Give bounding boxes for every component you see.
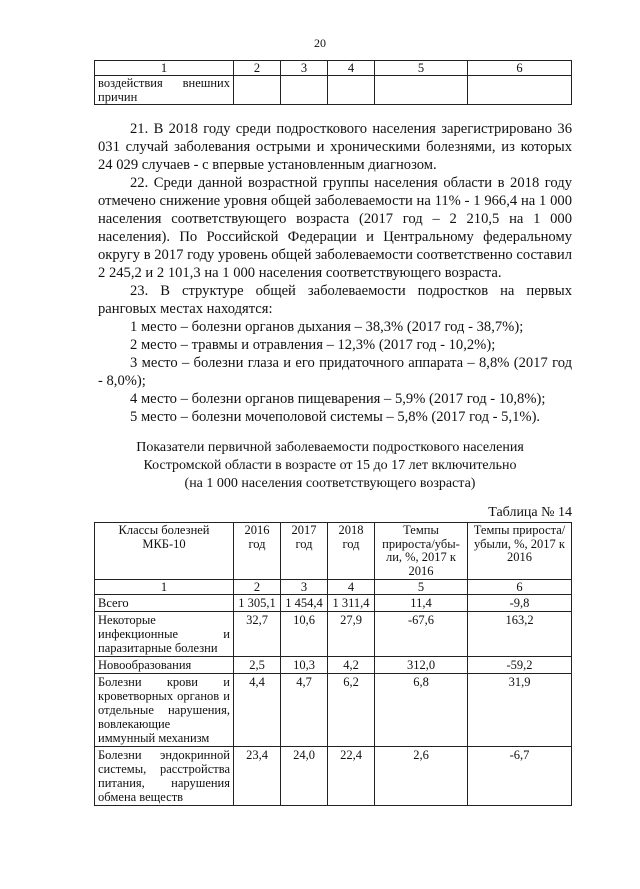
table-cell: 10,6	[281, 612, 328, 657]
table-cell: 5	[375, 580, 468, 595]
table-cell: -9,8	[468, 595, 572, 612]
table-cell: 27,9	[328, 612, 375, 657]
rank-item: 4 место – болезни органов пищеварения – 5,9% (2017 год - 10,8%);	[130, 391, 546, 407]
table-cell: 1 311,4	[328, 595, 375, 612]
row-line: причин	[98, 90, 138, 104]
table-cell: 2,5	[234, 657, 281, 674]
continuation-table	[94, 60, 572, 105]
table-cell: 4	[328, 61, 375, 76]
table-cell: 24,0	[281, 747, 328, 806]
table-row	[95, 674, 572, 747]
table-cell: 4,2	[328, 657, 375, 674]
table-cell: 163,2	[468, 612, 572, 657]
header-cell: Темпы прироста/убы-ли, %, 2017 к 2016	[375, 523, 468, 580]
table-cell: 6,8	[375, 674, 468, 747]
table-cell: 2	[234, 61, 281, 76]
table-cell: 1	[95, 580, 234, 595]
table-cell: 312,0	[375, 657, 468, 674]
table-cell: 4,4	[234, 674, 281, 747]
table-number: Таблица № 14	[488, 505, 572, 520]
paragraph-22: 22. Среди данной возрастной группы населения области в 2018 году отмечено снижение уровня общей заболеваемости на 11% - 1 966,4 на 1 000 населения соответствующего возраста (2017 год – 2 210,5 на 1 000 населения). По Российской Федерации и Центральному федеральному округу в 2017 году уровень общей заболеваемости соответственно составил 2 245,2 и 2 101,3 на 1 000 населения соответствующего возраста.	[98, 175, 572, 281]
table-cell: 6,2	[328, 674, 375, 747]
table-cell: 3	[281, 61, 328, 76]
rank-item: 1 место – болезни органов дыхания – 38,3% (2017 год - 38,7%);	[130, 319, 524, 335]
rank-item: 2 место – травмы и отравления – 12,3% (2017 год - 10,2%);	[130, 337, 496, 353]
table-cell	[234, 76, 281, 105]
table-cell: -67,6	[375, 612, 468, 657]
table-cell: 22,4	[328, 747, 375, 806]
header-cell: 2017 год	[281, 523, 328, 580]
table-header-row	[95, 523, 572, 580]
rank-item: 3 место – болезни глаза и его придаточного аппарата – 8,8% (2017 год - 8,0%);	[98, 355, 572, 389]
table-title-line: Показатели первичной заболеваемости подросткового населения	[136, 440, 524, 455]
table-title-line: (на 1 000 населения соответствующего возраста)	[184, 476, 476, 491]
table-cell: 11,4	[375, 595, 468, 612]
index-row	[95, 580, 572, 595]
table-cell: 1 305,1	[234, 595, 281, 612]
table-cell: 4	[328, 580, 375, 595]
table-cell: 10,3	[281, 657, 328, 674]
table-title-line: Костромской области в возрасте от 15 до 17 лет включительно	[143, 458, 517, 473]
header-cell: Темпы прироста/убыли, %, 2017 к 2016	[468, 523, 572, 580]
table-cell	[328, 76, 375, 105]
page-number: 20	[314, 36, 326, 50]
table-cell: Некоторые инфекционные и паразитарные болезни	[95, 612, 234, 657]
header-cell: Классы болезней МКБ-10	[95, 523, 234, 580]
table-row	[95, 76, 572, 105]
morbidity-table	[94, 522, 572, 806]
paragraph-21: 21. В 2018 году среди подросткового населения зарегистрировано 36 031 случай заболевания острыми и хроническими болезнями, из которых 24 029 случаев - с впервые установленным диагнозом.	[98, 121, 572, 173]
table-cell: Всего	[95, 595, 234, 612]
row-line: воздействия внешних	[98, 76, 230, 90]
table-cell: 23,4	[234, 747, 281, 806]
table-cell	[468, 76, 572, 105]
table-cell: 32,7	[234, 612, 281, 657]
paragraph-23: 23. В структуре общей заболеваемости подростков на первых ранговых местах находятся:	[98, 283, 572, 317]
table-row	[95, 612, 572, 657]
table-cell: 31,9	[468, 674, 572, 747]
rank-item: 5 место – болезни мочеполовой системы – 5,8% (2017 год - 5,1%).	[130, 409, 541, 425]
header-cell: 2018 год	[328, 523, 375, 580]
table-cell: -59,2	[468, 657, 572, 674]
table-cell: 4,7	[281, 674, 328, 747]
table-row	[95, 747, 572, 806]
table-row	[95, 595, 572, 612]
body-text	[98, 120, 572, 426]
table-title	[60, 439, 600, 493]
table-cell: 2	[234, 580, 281, 595]
table-cell: 1 454,4	[281, 595, 328, 612]
table-cell	[375, 76, 468, 105]
table-cell: -6,7	[468, 747, 572, 806]
table-cell: Болезни эндокринной системы, расстройства питания, нарушения обмена веществ	[95, 747, 234, 806]
table-cell	[281, 76, 328, 105]
table-cell: Новообразования	[95, 657, 234, 674]
header-cell: 2016 год	[234, 523, 281, 580]
table-cell	[95, 76, 234, 105]
table-cell: 6	[468, 580, 572, 595]
table-header-row	[95, 61, 572, 76]
table-row	[95, 657, 572, 674]
table-cell: 3	[281, 580, 328, 595]
table-cell: 1	[95, 61, 234, 76]
table-cell: 5	[375, 61, 468, 76]
table-cell: Болезни крови и кроветворных органов и отдельные нарушения, вовлекающие иммунный механизм	[95, 674, 234, 747]
table-cell: 2,6	[375, 747, 468, 806]
table-cell: 6	[468, 61, 572, 76]
